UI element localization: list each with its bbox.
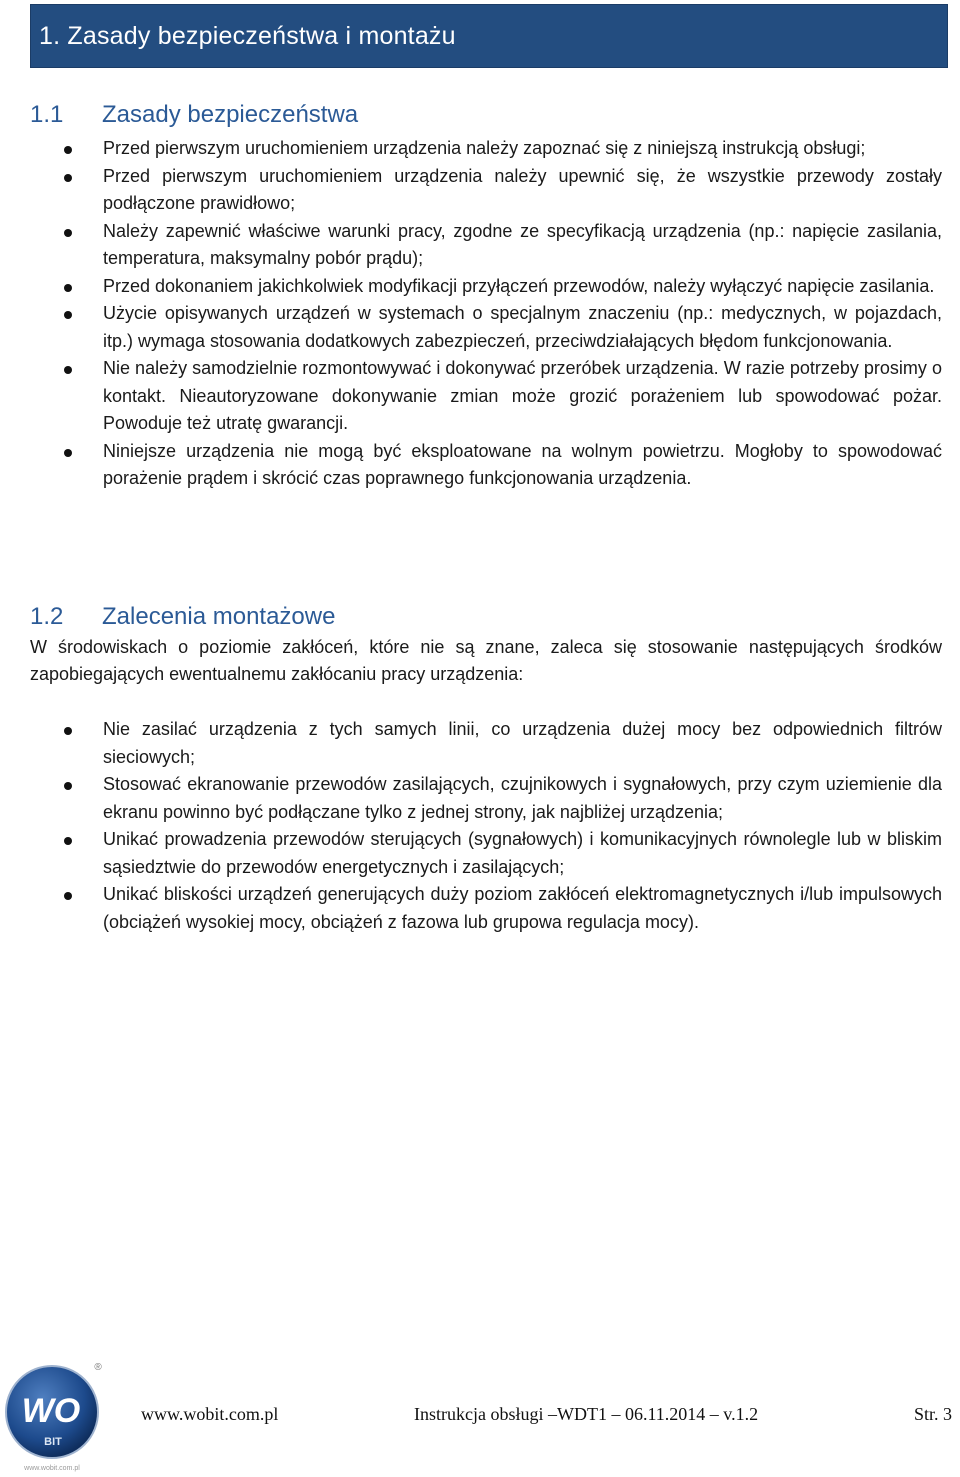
bullet-icon [64,837,72,845]
section-1-2-title [30,603,335,631]
bullet-icon [64,229,72,237]
registered-mark: ® [94,1362,102,1373]
section-intro-paragraph: W środowiskach o poziomie zakłóceń, które nie są znane, zaleca się stosowanie następujących środków zapobiegających ewentualnemu zakłócaniu pracy urządzenia: [30,637,942,684]
logo-wordmark: WO [21,1392,81,1430]
section-number: 1.2 [30,603,64,630]
safety-rules-list [30,135,942,493]
list-item: Niniejsze urządzenia nie mogą być eksploatowane na wolnym powietrzu. Mogłoby to spowodować porażenie prądem i skrócić czas poprawnego funkcjonowania urządzenia. [30,438,942,493]
list-item: Unikać prowadzenia przewodów sterujących (sygnałowych) i komunikacyjnych równolegle lub w bliskim sąsiedztwie do przewodów energetycznych i zasilających; [30,826,942,881]
list-item: Należy zapewnić właściwe warunki pracy, zgodne ze specyfikacją urządzenia (np.: napięcie zasilania, temperatura, maksymalny pobór prądu); [30,218,942,273]
list-item: Użycie opisywanych urządzeń w systemach o specjalnym znaczeniu (np.: medycznych, w pojazdach, itp.) wymaga stosowania dodatkowych zabezpieczeń, przeciwdziałających błędom funkcjonowania. [30,300,942,355]
bullet-icon [64,146,72,154]
list-item: Unikać bliskości urządzeń generujących duży poziom zakłóceń elektromagnetycznych i/lub impulsowych (obciążeń wysokiej mocy, obciążeń z fazowa lub grupowa regulacja mocy). [30,881,942,936]
list-item: Przed pierwszym uruchomieniem urządzenia należy zapoznać się z niniejszą instrukcją obsługi; [30,135,942,163]
bullet-icon [64,174,72,182]
footer-page-number: Str. 3 [914,1404,953,1424]
footer-document-title: Instrukcja obsługi –WDT1 – 06.11.2014 – v.1.2 [414,1404,759,1424]
section-1-1-title [30,101,358,129]
bullet-icon [64,782,72,790]
bullet-icon [64,727,72,735]
section-title-text: Zalecenia montażowe [102,603,336,630]
logo-subtext: BIT [44,1436,62,1448]
bullet-icon [64,284,72,292]
list-item: Przed pierwszym uruchomieniem urządzenia należy upewnić się, że wszystkie przewody zostały podłączone prawidłowo; [30,163,942,218]
logo-url: www.wobit.com.pl [24,1465,80,1472]
chapter-header [30,4,948,68]
list-item: Nie zasilać urządzenia z tych samych linii, co urządzenia dużej mocy bez odpowiednich filtrów sieciowych; [30,716,942,771]
bullet-icon [64,366,72,374]
list-item: Nie należy samodzielnie rozmontowywać i dokonywać przeróbek urządzenia. W razie potrzeby prosimy o kontakt. Nieautoryzowane dokonywanie zmian może grozić porażeniem lub spowodować pożar. Powoduje też utratę gwarancji. [30,355,942,438]
wobit-logo [2,1360,107,1475]
chapter-title: 1. Zasady bezpieczeństwa i montażu [39,22,456,50]
bullet-icon [64,449,72,457]
section-title-text: Zasady bezpieczeństwa [102,101,359,128]
list-item: Stosować ekranowanie przewodów zasilających, czujnikowych i sygnałowych, przy czym uziemienie dla ekranu powinno być podłączane tylko z jednej strony, jak najbliżej urządzenia; [30,771,942,826]
section-number: 1.1 [30,101,64,128]
bullet-icon [64,311,72,319]
bullet-icon [64,892,72,900]
installation-recommendations-list [30,716,942,936]
footer-website: www.wobit.com.pl [141,1404,279,1424]
list-item: Przed dokonaniem jakichkolwiek modyfikacji przyłączeń przewodów, należy wyłączyć napięcie zasilania. [30,273,942,301]
